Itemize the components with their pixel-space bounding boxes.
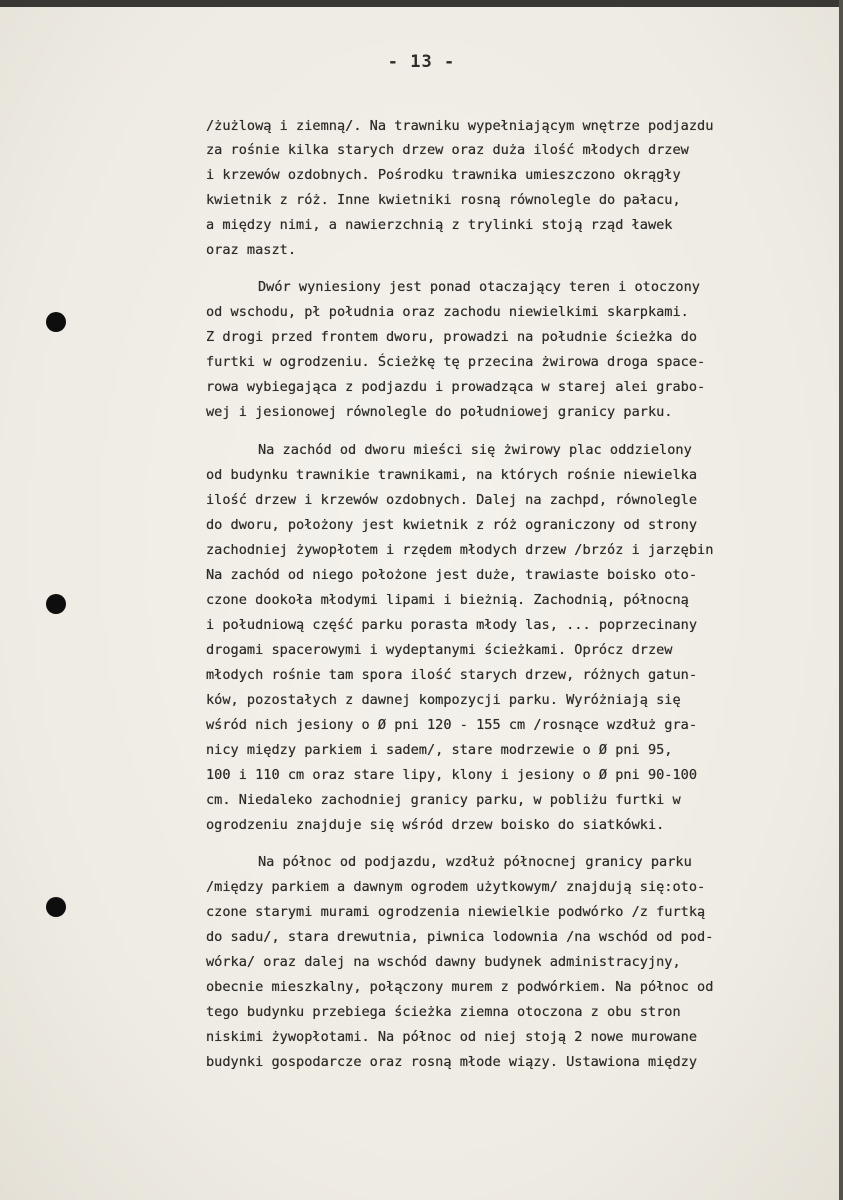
text-line: ków, pozostałych z dawnej kompozycji parku. Wyróżniają się [206, 692, 681, 708]
text-line: nicy między parkiem i sadem/, stare modrzewie o Ø pni 95, [206, 742, 673, 758]
text-line: obecnie mieszkalny, połączony murem z podwórkiem. Na północ od [206, 979, 714, 995]
text-line: /między parkiem a dawnym ogrodem użytkowym/ znajdują się:oto- [206, 879, 706, 895]
text-line: czone starymi murami ogrodzenia niewielkie podwórko /z furtką [206, 904, 706, 920]
text-line: budynki gospodarcze oraz rosną młode wiązy. Ustawiona między [206, 1054, 698, 1070]
page-number: - 13 - [387, 52, 456, 72]
text-line: i krzewów ozdobnych. Pośrodku trawnika umieszczono okrągły [206, 167, 681, 183]
text-line: Na zachód od niego położone jest duże, trawiaste boisko oto- [206, 567, 698, 583]
punch-hole [46, 897, 66, 917]
text-line: wej i jesionowej równolegle do południowej granicy parku. [206, 404, 673, 420]
text-line: Dwór wyniesiony jest ponad otaczający teren i otoczony [258, 279, 700, 295]
text-line: od wschodu, pł południa oraz zachodu niewielkimi skarpkami. [206, 304, 689, 320]
text-line: Na północ od podjazdu, wzdłuż północnej granicy parku [258, 854, 692, 870]
text-line: ogrodzeniu znajduje się wśród drzew boisko do siatkówki. [206, 817, 665, 833]
text-line: wórka/ oraz dalej na wschód dawny budynek administracyjny, [206, 954, 681, 970]
text-line: rowa wybiegająca z podjazdu i prowadząca w starej alei grabo- [206, 379, 706, 395]
text-line: wśród nich jesiony o Ø pni 120 - 155 cm /rosnące wzdłuż gra- [206, 717, 698, 733]
text-line: młodych rośnie tam spora ilość starych drzew, różnych gatun- [206, 667, 698, 683]
text-line: a między nimi, a nawierzchnią z trylinki stoją rząd ławek [206, 217, 673, 233]
text-line: od budynku trawnikie trawnikami, na których rośnie niewielka [206, 467, 698, 483]
text-line: do sadu/, stara drewutnia, piwnica lodownia /na wschód od pod- [206, 929, 714, 945]
text-line: niskimi żywopłotami. Na północ od niej stoją 2 nowe murowane [206, 1029, 698, 1045]
scan-edge-top [0, 0, 843, 7]
text-line: Z drogi przed frontem dworu, prowadzi na południe ścieżka do [206, 329, 698, 345]
text-line: ilość drzew i krzewów ozdobnych. Dalej na zachpd, równolegle [206, 492, 698, 508]
scan-edge-right [839, 0, 843, 1200]
text-line: za rośnie kilka starych drzew oraz duża ilość młodych drzew [206, 142, 689, 158]
text-line: czone dookoła młodymi lipami i bieżnią. Zachodnią, północną [206, 592, 689, 608]
text-line: furtki w ogrodzeniu. Ścieżkę tę przecina żwirowa droga space- [206, 354, 706, 370]
text-line: Na zachód od dworu mieści się żwirowy plac oddzielony [258, 442, 692, 458]
punch-hole [46, 312, 66, 332]
text-line: oraz maszt. [206, 242, 297, 258]
text-line: tego budynku przebiega ścieżka ziemna otoczona z obu stron [206, 1004, 681, 1020]
text-line: 100 i 110 cm oraz stare lipy, klony i jesiony o Ø pni 90-100 [206, 767, 698, 783]
text-line: i południową część parku porasta młody las, ... poprzecinany [206, 617, 698, 633]
text-line: cm. Niedaleko zachodniej granicy parku, w pobliżu furtki w [206, 792, 681, 808]
text-line: kwietnik z róż. Inne kwietniki rosną równolegle do pałacu, [206, 192, 681, 208]
text-line: zachodniej żywopłotem i rzędem młodych drzew /brzóz i jarzębin [206, 542, 714, 558]
punch-hole [46, 594, 66, 614]
text-line: /żużlową i ziemną/. Na trawniku wypełniającym wnętrze podjazdu [206, 118, 714, 134]
text-line: drogami spacerowymi i wydeptanymi ścieżkami. Oprócz drzew [206, 642, 673, 658]
text-line: do dworu, położony jest kwietnik z róż ograniczony od strony [206, 517, 698, 533]
